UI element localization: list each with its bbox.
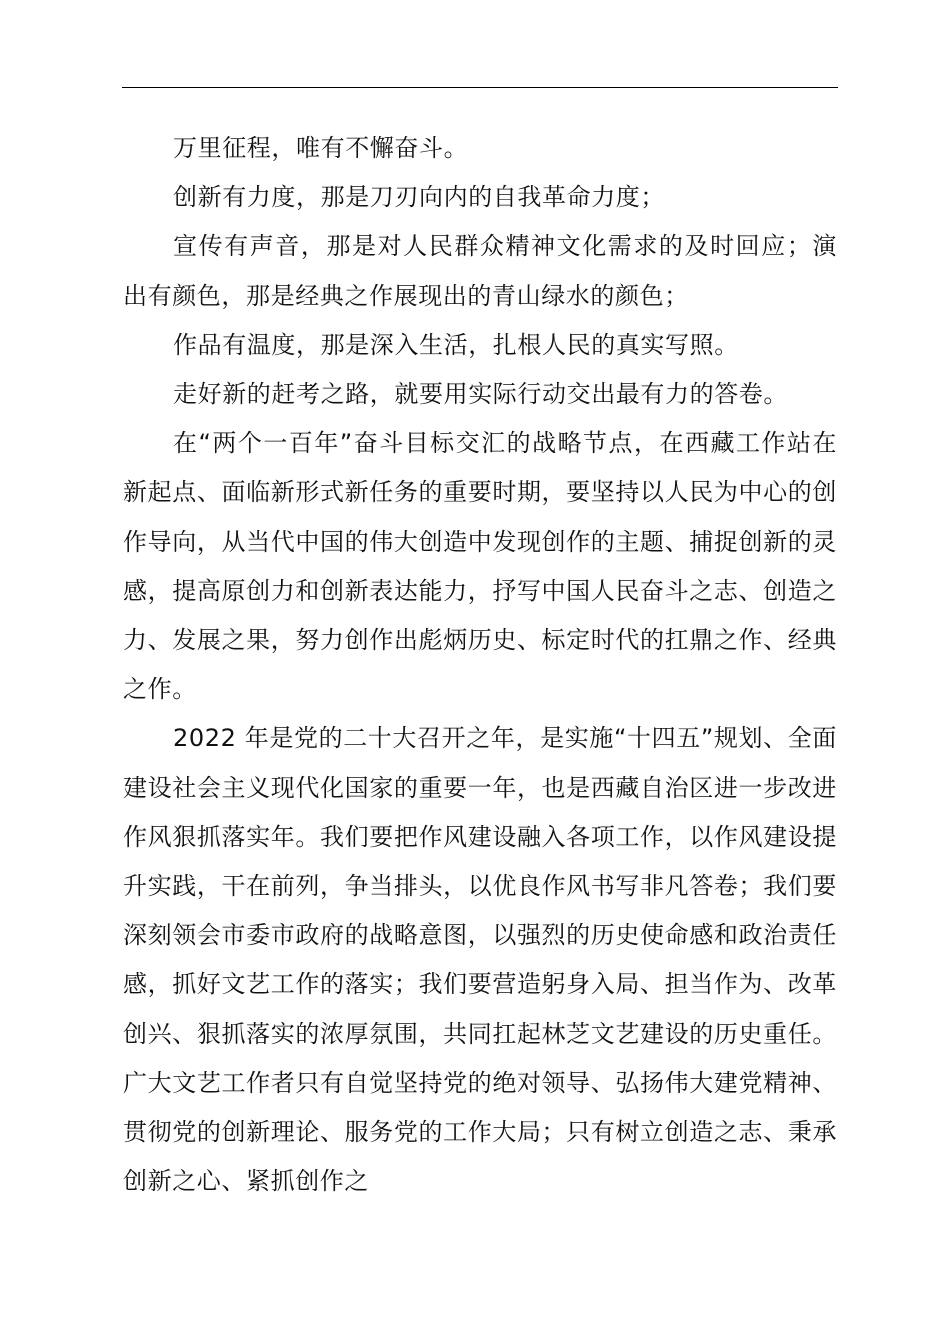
paragraph: 2022 年是党的二十大召开之年，是实施“十四五”规划、全面建设社会主义现代化国家的重要一年，也是西藏自治区进一步改进作风狠抓落实年。我们要把作风建设融入各项工作，以作风建设提升实践，干在前列，争当排头，以优良作风书写非凡答卷；我们要深刻领会市委市政府的战略意图，以强烈的历史使命感和政治责任感，抓好文艺工作的落实；我们要营造躬身入局、担当作为、改革创兴、狠抓落实的浓厚氛围，共同扛起林芝文艺建设的历史重任。广大文艺工作者只有自觉坚持党的绝对领导、弘扬伟大建党精神、贯彻党的创新理论、服务党的工作大局；只有树立创造之志、秉承创新之心、紧抓创作之: [123, 724, 837, 1196]
header-rule: [122, 87, 838, 88]
paragraph: 万里征程，唯有不懈奋斗。: [173, 134, 469, 162]
body-text: [123, 124, 837, 1206]
paragraph: 创新有力度，那是刀刃向内的自我革命力度；: [173, 183, 665, 212]
paragraph: 作品有温度，那是深入生活，扎根人民的真实写照。: [173, 330, 739, 359]
paragraph: 宣传有声音，那是对人民群众精神文化需求的及时回应；演出有颜色，那是经典之作展现出的青山绿水的颜色；: [123, 232, 837, 310]
paragraph: 走好新的赶考之路，就要用实际行动交出最有力的答卷。: [173, 380, 788, 409]
paragraph: 在“两个一百年”奋斗目标交汇的战略节点，在西藏工作站在新起点、面临新形式新任务的重要时期，要坚持以人民为中心的创作导向，从当代中国的伟大创造中发现创作的主题、捕捉创新的灵感，提高原创力和创新表达能力，抒写中国人民奋斗之志、创造之力、发展之果，努力创作出彪炳历史、标定时代的扛鼎之作、经典之作。: [123, 429, 837, 704]
